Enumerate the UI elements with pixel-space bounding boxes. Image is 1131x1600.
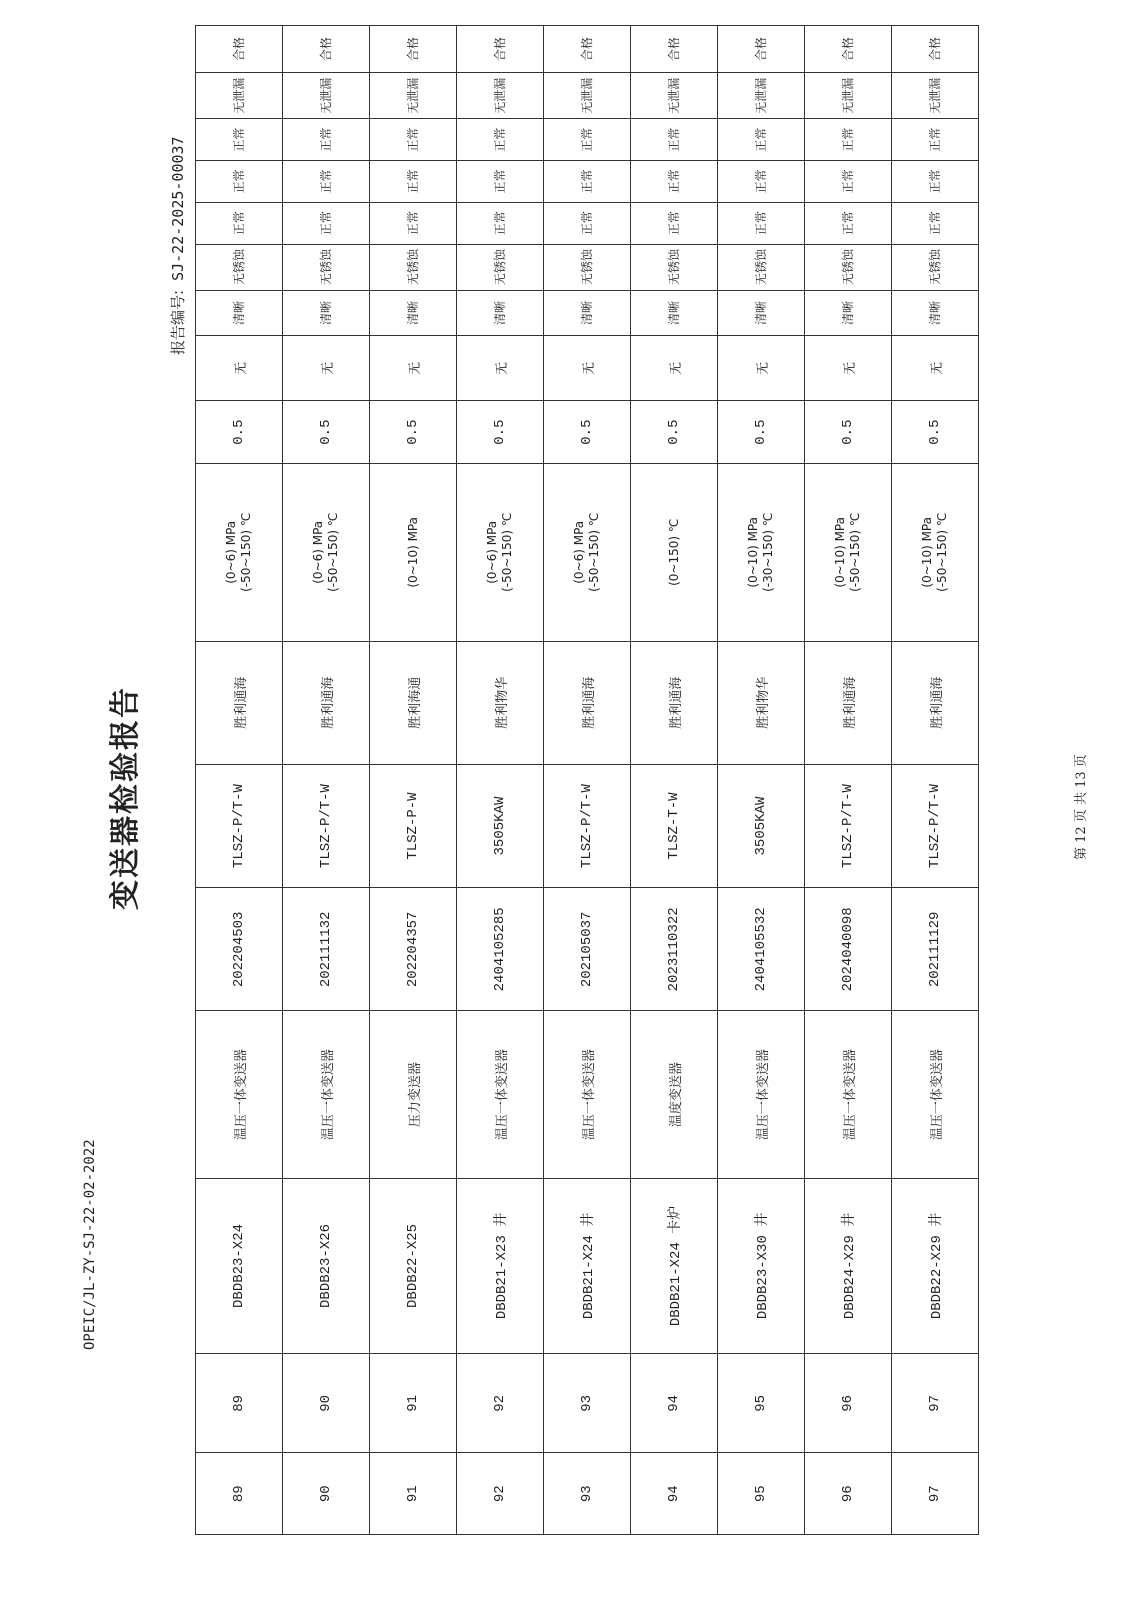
cell-model: TLSZ-P/T-W <box>544 764 631 887</box>
cell-c7: 无泄漏 <box>196 73 283 119</box>
cell-model: 3505KAW <box>457 764 544 887</box>
cell-model: TLSZ-T-W <box>631 764 718 887</box>
cell-acc: 0.5 <box>370 401 457 464</box>
cell-range: (0~6) MPa (-50~150) ℃ <box>196 463 283 641</box>
cell-seq2: 89 <box>196 1354 283 1453</box>
cell-loc: DBDB23-X24 <box>196 1178 283 1354</box>
cell-loc: DBDB21-X23 井 <box>457 1178 544 1354</box>
cell-maker: 胜利海通 <box>370 641 457 764</box>
cell-seq1: 95 <box>718 1453 805 1535</box>
table-row <box>283 26 370 1535</box>
cell-c1: 无 <box>196 336 283 401</box>
cell-c7: 无泄漏 <box>718 73 805 119</box>
cell-c1: 无 <box>283 336 370 401</box>
cell-c2: 清晰 <box>544 290 631 336</box>
cell-c6: 正常 <box>718 119 805 161</box>
cell-range: (0~6) MPa (-50~150) ℃ <box>457 463 544 641</box>
cell-loc: DBDB24-X29 井 <box>805 1178 892 1354</box>
table-row <box>544 26 631 1535</box>
cell-acc: 0.5 <box>457 401 544 464</box>
cell-c5: 正常 <box>805 160 892 202</box>
cell-loc: DBDB21-X24 井 <box>544 1178 631 1354</box>
cell-range: (0~10) MPa (-30~150) ℃ <box>718 463 805 641</box>
cell-serial: 2024040098 <box>805 888 892 1011</box>
cell-serial: 202111132 <box>283 888 370 1011</box>
cell-loc: DBDB23-X26 <box>283 1178 370 1354</box>
cell-res: 合格 <box>457 26 544 73</box>
cell-res: 合格 <box>631 26 718 73</box>
cell-seq1: 92 <box>457 1453 544 1535</box>
cell-seq1: 96 <box>805 1453 892 1535</box>
cell-name: 温压一体变送器 <box>196 1011 283 1178</box>
cell-model: TLSZ-P/T-W <box>196 764 283 887</box>
cell-c6: 正常 <box>457 119 544 161</box>
cell-seq2: 90 <box>283 1354 370 1453</box>
report-number-value: SJ-22-2025-00037 <box>169 136 187 281</box>
cell-c4: 正常 <box>283 202 370 244</box>
cell-name: 温压一体变送器 <box>718 1011 805 1178</box>
cell-c5: 正常 <box>196 160 283 202</box>
inspection-table <box>195 25 979 1535</box>
cell-c3: 无锈蚀 <box>283 244 370 290</box>
cell-seq1: 90 <box>283 1453 370 1535</box>
cell-c2: 清晰 <box>283 290 370 336</box>
cell-maker: 胜利通海 <box>283 641 370 764</box>
cell-seq1: 91 <box>370 1453 457 1535</box>
cell-c7: 无泄漏 <box>805 73 892 119</box>
cell-res: 合格 <box>544 26 631 73</box>
cell-c5: 正常 <box>718 160 805 202</box>
cell-c7: 无泄漏 <box>370 73 457 119</box>
cell-acc: 0.5 <box>544 401 631 464</box>
report-number <box>167 136 188 355</box>
cell-name: 压力变送器 <box>370 1011 457 1178</box>
cell-c4: 正常 <box>544 202 631 244</box>
cell-model: TLSZ-P-W <box>370 764 457 887</box>
cell-serial: 2404105285 <box>457 888 544 1011</box>
cell-res: 合格 <box>892 26 979 73</box>
cell-seq2: 97 <box>892 1354 979 1453</box>
cell-c4: 正常 <box>892 202 979 244</box>
cell-acc: 0.5 <box>196 401 283 464</box>
page-title: 变送器检验报告 <box>108 686 143 910</box>
cell-name: 温度变送器 <box>631 1011 718 1178</box>
cell-acc: 0.5 <box>892 401 979 464</box>
cell-c5: 正常 <box>631 160 718 202</box>
table-row <box>805 26 892 1535</box>
cell-c1: 无 <box>370 336 457 401</box>
cell-c1: 无 <box>892 336 979 401</box>
cell-model: 3505KAW <box>718 764 805 887</box>
cell-name: 温压一体变送器 <box>283 1011 370 1178</box>
table-row <box>631 26 718 1535</box>
cell-name: 温压一体变送器 <box>457 1011 544 1178</box>
cell-c5: 正常 <box>457 160 544 202</box>
cell-c6: 正常 <box>805 119 892 161</box>
cell-seq2: 93 <box>544 1354 631 1453</box>
cell-loc: DBDB22-X29 井 <box>892 1178 979 1354</box>
cell-c5: 正常 <box>370 160 457 202</box>
cell-maker: 胜利通海 <box>892 641 979 764</box>
cell-loc: DBDB22-X25 <box>370 1178 457 1354</box>
cell-res: 合格 <box>718 26 805 73</box>
cell-maker: 胜利通海 <box>805 641 892 764</box>
cell-c2: 清晰 <box>457 290 544 336</box>
cell-c7: 无泄漏 <box>457 73 544 119</box>
cell-c3: 无锈蚀 <box>718 244 805 290</box>
table-body <box>196 26 979 1535</box>
cell-loc: DBDB21-X24 卡炉 <box>631 1178 718 1354</box>
cell-seq1: 97 <box>892 1453 979 1535</box>
cell-serial: 202204503 <box>196 888 283 1011</box>
cell-c3: 无锈蚀 <box>892 244 979 290</box>
cell-name: 温压一体变送器 <box>892 1011 979 1178</box>
cell-maker: 胜利通海 <box>196 641 283 764</box>
cell-range: (0~10) MPa (-50~150) ℃ <box>805 463 892 641</box>
cell-loc: DBDB23-X30 井 <box>718 1178 805 1354</box>
cell-c7: 无泄漏 <box>544 73 631 119</box>
cell-maker: 胜利通海 <box>544 641 631 764</box>
cell-seq2: 94 <box>631 1354 718 1453</box>
cell-range: (0~6) MPa (-50~150) ℃ <box>283 463 370 641</box>
cell-maker: 胜利物华 <box>457 641 544 764</box>
cell-c2: 清晰 <box>892 290 979 336</box>
cell-c5: 正常 <box>283 160 370 202</box>
cell-c1: 无 <box>631 336 718 401</box>
cell-range: (0~150) ℃ <box>631 463 718 641</box>
cell-seq2: 92 <box>457 1354 544 1453</box>
cell-c7: 无泄漏 <box>283 73 370 119</box>
cell-seq1: 93 <box>544 1453 631 1535</box>
cell-c6: 正常 <box>544 119 631 161</box>
cell-c1: 无 <box>457 336 544 401</box>
cell-c1: 无 <box>544 336 631 401</box>
cell-serial: 2023110322 <box>631 888 718 1011</box>
table-row <box>718 26 805 1535</box>
cell-c2: 清晰 <box>718 290 805 336</box>
cell-maker: 胜利物华 <box>718 641 805 764</box>
cell-c4: 正常 <box>805 202 892 244</box>
cell-model: TLSZ-P/T-W <box>805 764 892 887</box>
cell-res: 合格 <box>196 26 283 73</box>
cell-c3: 无锈蚀 <box>805 244 892 290</box>
cell-maker: 胜利通海 <box>631 641 718 764</box>
cell-c2: 清晰 <box>370 290 457 336</box>
table-row <box>457 26 544 1535</box>
cell-c1: 无 <box>718 336 805 401</box>
cell-c3: 无锈蚀 <box>457 244 544 290</box>
cell-c6: 正常 <box>370 119 457 161</box>
cell-acc: 0.5 <box>805 401 892 464</box>
table-row <box>196 26 283 1535</box>
cell-res: 合格 <box>283 26 370 73</box>
cell-name: 温压一体变送器 <box>544 1011 631 1178</box>
cell-name: 温压一体变送器 <box>805 1011 892 1178</box>
cell-c6: 正常 <box>892 119 979 161</box>
cell-seq2: 91 <box>370 1354 457 1453</box>
cell-c3: 无锈蚀 <box>196 244 283 290</box>
cell-c6: 正常 <box>283 119 370 161</box>
cell-c4: 正常 <box>718 202 805 244</box>
cell-model: TLSZ-P/T-W <box>892 764 979 887</box>
cell-c7: 无泄漏 <box>892 73 979 119</box>
cell-c4: 正常 <box>457 202 544 244</box>
cell-range: (0~10) MPa (-50~150) ℃ <box>892 463 979 641</box>
cell-c5: 正常 <box>544 160 631 202</box>
cell-serial: 202204357 <box>370 888 457 1011</box>
cell-c3: 无锈蚀 <box>544 244 631 290</box>
cell-acc: 0.5 <box>631 401 718 464</box>
cell-c1: 无 <box>805 336 892 401</box>
cell-acc: 0.5 <box>283 401 370 464</box>
table-row <box>892 26 979 1535</box>
table-row <box>370 26 457 1535</box>
cell-c2: 清晰 <box>805 290 892 336</box>
page-footer: 第 12 页 共 13 页 <box>1074 754 1089 860</box>
cell-c3: 无锈蚀 <box>370 244 457 290</box>
cell-seq2: 95 <box>718 1354 805 1453</box>
report-number-label: 报告编号: <box>169 289 187 355</box>
cell-c7: 无泄漏 <box>631 73 718 119</box>
cell-serial: 202105037 <box>544 888 631 1011</box>
cell-range: (0~10) MPa <box>370 463 457 641</box>
cell-range: (0~6) MPa (-50~150) ℃ <box>544 463 631 641</box>
cell-c2: 清晰 <box>196 290 283 336</box>
cell-serial: 2404105532 <box>718 888 805 1011</box>
cell-c6: 正常 <box>196 119 283 161</box>
cell-seq2: 96 <box>805 1354 892 1453</box>
cell-serial: 202111129 <box>892 888 979 1011</box>
cell-seq1: 89 <box>196 1453 283 1535</box>
cell-c6: 正常 <box>631 119 718 161</box>
cell-c5: 正常 <box>892 160 979 202</box>
form-code: OPEIC/JL-ZY-SJ-22-02-2022 <box>82 1139 98 1350</box>
cell-model: TLSZ-P/T-W <box>283 764 370 887</box>
cell-c4: 正常 <box>631 202 718 244</box>
cell-c4: 正常 <box>196 202 283 244</box>
cell-acc: 0.5 <box>718 401 805 464</box>
cell-c2: 清晰 <box>631 290 718 336</box>
cell-res: 合格 <box>370 26 457 73</box>
cell-res: 合格 <box>805 26 892 73</box>
cell-c3: 无锈蚀 <box>631 244 718 290</box>
cell-seq1: 94 <box>631 1453 718 1535</box>
cell-c4: 正常 <box>370 202 457 244</box>
